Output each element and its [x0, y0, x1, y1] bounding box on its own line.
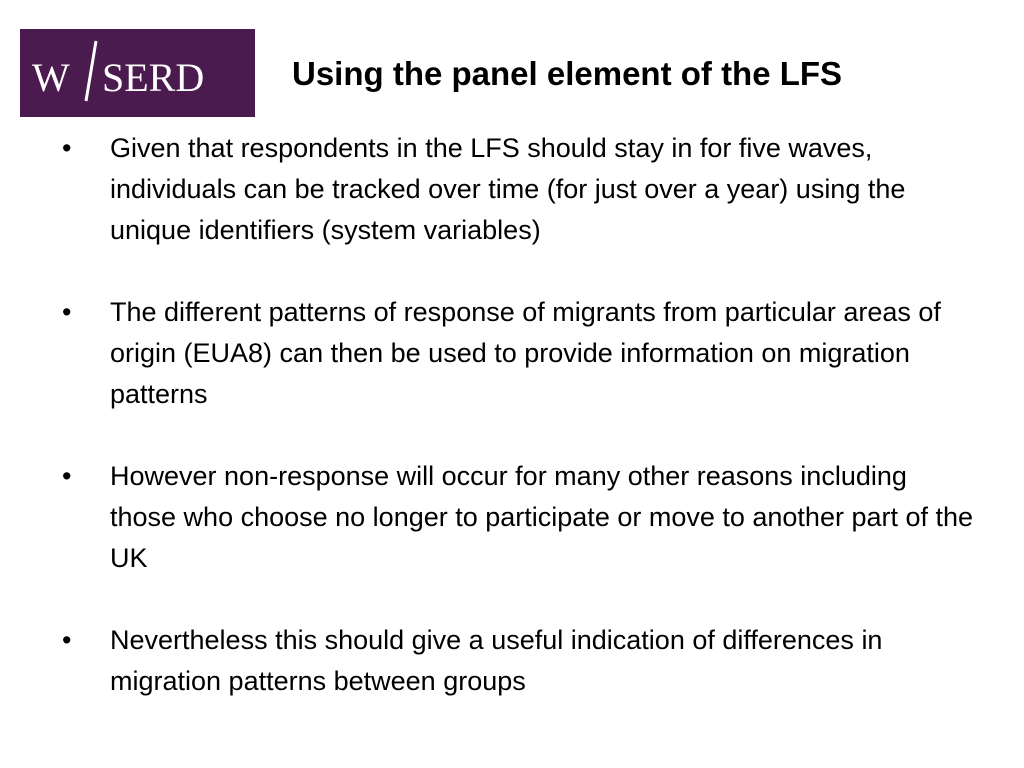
bullet-item-4: • Nevertheless this should give a useful indication of differences in migration patterns between groups — [0, 620, 1024, 702]
logo-text-serd: SERD — [102, 55, 205, 100]
bullet-list — [0, 128, 1024, 743]
slide-title: Using the panel element of the LFS — [292, 55, 843, 92]
wiserd-logo — [20, 29, 255, 117]
logo-text-w: W — [32, 55, 70, 100]
bullet-item-1: • Given that respondents in the LFS should stay in for five waves, individuals can be tracked over time (for just over a year) using the unique identifiers (system variables) — [0, 128, 1024, 251]
bullet-item-2: • The different patterns of response of migrants from particular areas of origin (EUA8) can then be used to provide information on migration patterns — [0, 292, 1024, 415]
bullet-item-3: • However non-response will occur for many other reasons including those who choose no longer to participate or move to another part of the UK — [0, 456, 1024, 579]
logo-slash-mark — [86, 41, 96, 101]
